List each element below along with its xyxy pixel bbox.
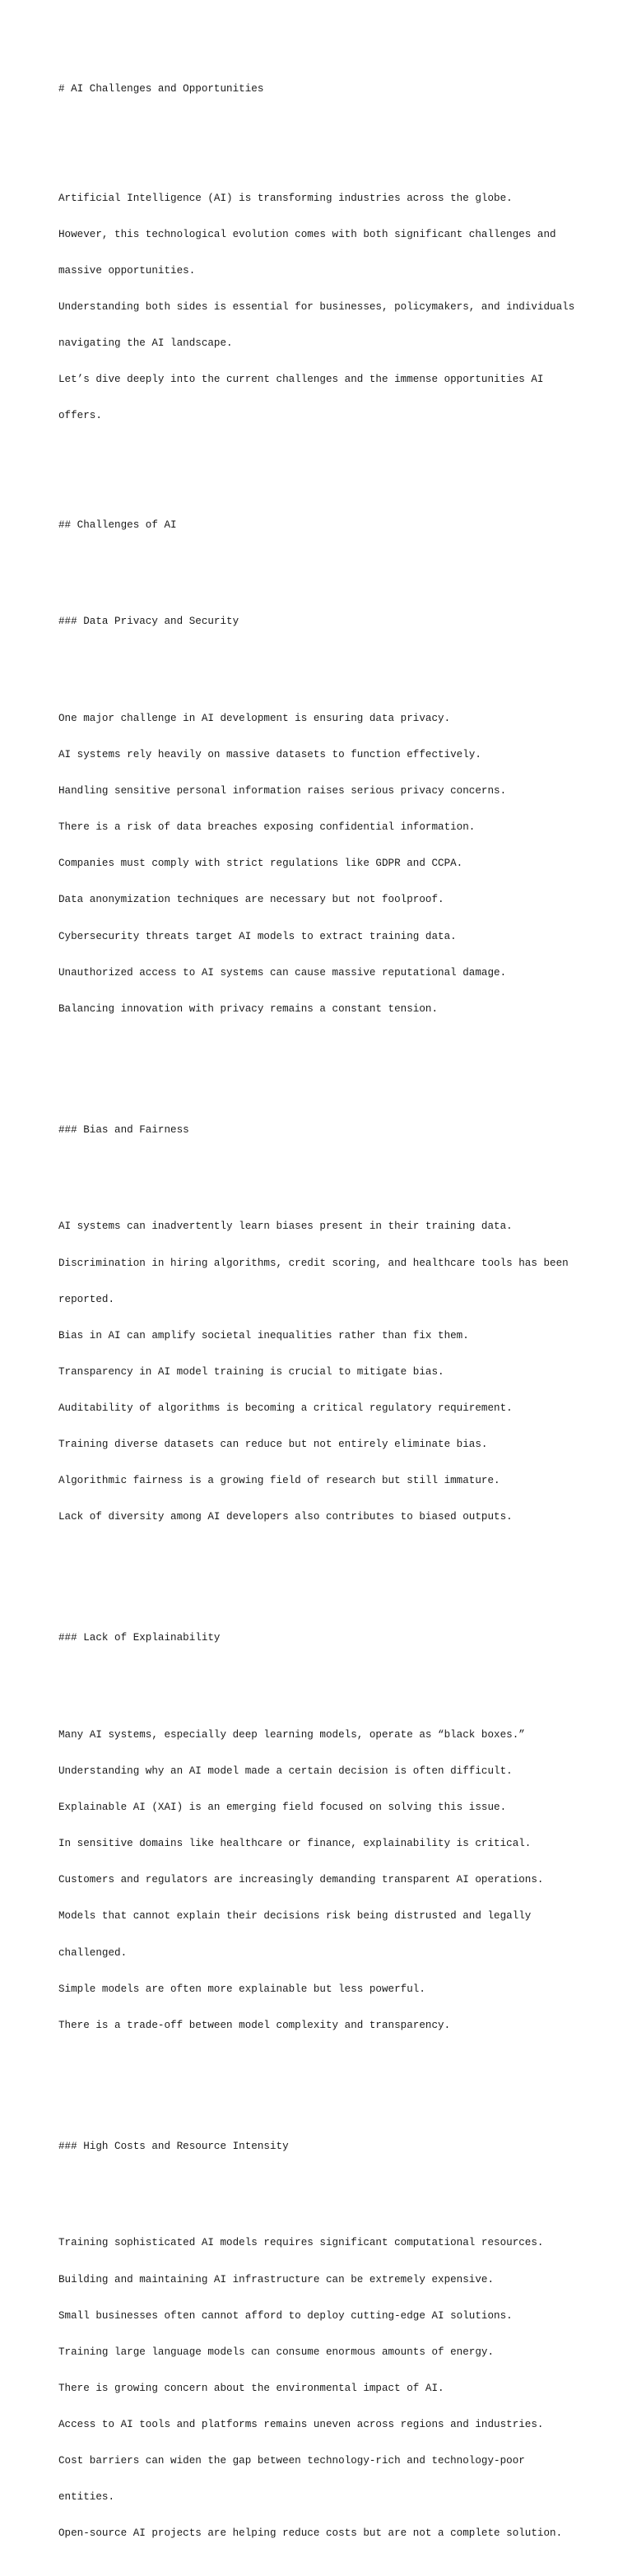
spacer	[58, 1063, 593, 1076]
text-line: One major challenge in AI development is ensuring data privacy.	[58, 712, 451, 724]
text-line: There is a trade-off between model complexity and transparency.	[58, 2019, 451, 2031]
text-line: Training diverse datasets can reduce but not entirely eliminate bias.	[58, 1439, 488, 1451]
text-line: offers.	[58, 410, 102, 422]
section-heading: ## Challenges of AI	[58, 518, 177, 531]
text-line: entities.	[58, 2491, 115, 2504]
text-line: AI systems rely heavily on massive datasets to function effectively.	[58, 749, 481, 761]
text-line: Cybersecurity threats target AI models to extract training data.	[58, 930, 457, 942]
text-line: Models that cannot explain their decisions risk being distrusted and legally	[58, 1910, 532, 1923]
text-line: navigating the AI landscape.	[58, 337, 233, 350]
text-line: Training sophisticated AI models requires significant computational resources.	[58, 2237, 544, 2249]
spacer	[58, 1572, 593, 1584]
subsection-heading: ### Bias and Fairness	[58, 1123, 189, 1136]
text-line: Bias in AI can amplify societal inequalities rather than fix them.	[58, 1329, 469, 1341]
text-line: Access to AI tools and platforms remains uneven across regions and industries.	[58, 2418, 544, 2430]
text-line: Cost barriers can widen the gap between technology-rich and technology-poor	[58, 2455, 525, 2467]
text-line: Companies must comply with strict regulations like GDPR and CCPA.	[58, 858, 463, 870]
subsection-body	[58, 1705, 593, 2056]
text-line: Data anonymization techniques are necessary but not foolproof.	[58, 894, 444, 906]
spacer	[58, 2177, 593, 2189]
text-line: reported.	[58, 1293, 115, 1305]
text-line: Understanding both sides is essential for businesses, policymakers, and individuals	[58, 301, 575, 314]
text-line: Discrimination in hiring algorithms, credit scoring, and healthcare tools has been	[58, 1257, 569, 1269]
text-line: Handling sensitive personal information raises serious privacy concerns.	[58, 785, 507, 797]
text-line: Understanding why an AI model made a certain decision is often difficult.	[58, 1765, 513, 1778]
text-line: Open-source AI projects are helping reduce costs but are not a complete solution.	[58, 2527, 563, 2540]
spacer	[58, 2080, 593, 2092]
subsection-heading: ### High Costs and Resource Intensity	[58, 2140, 289, 2152]
text-line: massive opportunities.	[58, 264, 196, 277]
spacer	[58, 652, 593, 664]
text-line: Many AI systems, especially deep learning models, operate as “black boxes.”	[58, 1728, 525, 1741]
text-line: Let’s dive deeply into the current challenges and the immense opportunities AI	[58, 374, 544, 386]
subsection-heading: ### Lack of Explainability	[58, 1632, 221, 1644]
text-line: Auditability of algorithms is becoming a critical regulatory requirement.	[58, 1402, 513, 1414]
subsection-body	[58, 689, 593, 1039]
text-line: challenged.	[58, 1946, 128, 1959]
subsection-heading: ### Data Privacy and Security	[58, 616, 239, 628]
spacer	[58, 1160, 593, 1173]
text-line: Training large language models can consume enormous amounts of energy.	[58, 2346, 495, 2358]
text-line: In sensitive domains like healthcare or finance, explainability is critical.	[58, 1838, 532, 1850]
text-line: However, this technological evolution comes with both significant challenges and	[58, 228, 556, 240]
text-line: Building and maintaining AI infrastructure can be extremely expensive.	[58, 2273, 495, 2285]
text-line: Transparency in AI model training is crucial to mitigate bias.	[58, 1365, 444, 1378]
text-line: AI systems can inadvertently learn biases present in their training data.	[58, 1221, 513, 1233]
spacer	[58, 556, 593, 568]
text-line: Lack of diversity among AI developers also contributes to biased outputs.	[58, 1511, 513, 1523]
text-line: Explainable AI (XAI) is an emerging field focused on solving this issue.	[58, 1802, 507, 1814]
subsection-body	[58, 2213, 593, 2564]
text-line: Artificial Intelligence (AI) is transforming industries across the globe.	[58, 192, 513, 204]
text-line: Algorithmic fairness is a growing field of research but still immature.	[58, 1475, 500, 1487]
text-line: Balancing innovation with privacy remains a constant tension.	[58, 1002, 439, 1015]
text-line: There is a risk of data breaches exposing confidential information.	[58, 821, 476, 834]
document-title: # AI Challenges and Opportunities	[58, 83, 264, 95]
spacer	[58, 120, 593, 133]
text-line: Customers and regulators are increasingly demanding transparent AI operations.	[58, 1874, 544, 1886]
text-line: Small businesses often cannot afford to deploy cutting-edge AI solutions.	[58, 2309, 513, 2322]
text-line: Simple models are often more explainable but less powerful.	[58, 1983, 425, 1995]
text-line: There is growing concern about the environmental impact of AI.	[58, 2382, 444, 2394]
intro-paragraph	[58, 168, 593, 446]
spacer	[58, 471, 593, 483]
spacer	[58, 1668, 593, 1681]
subsection-body	[58, 1197, 593, 1547]
document-page	[58, 59, 593, 2576]
text-line: Unauthorized access to AI systems can cause massive reputational damage.	[58, 966, 507, 979]
